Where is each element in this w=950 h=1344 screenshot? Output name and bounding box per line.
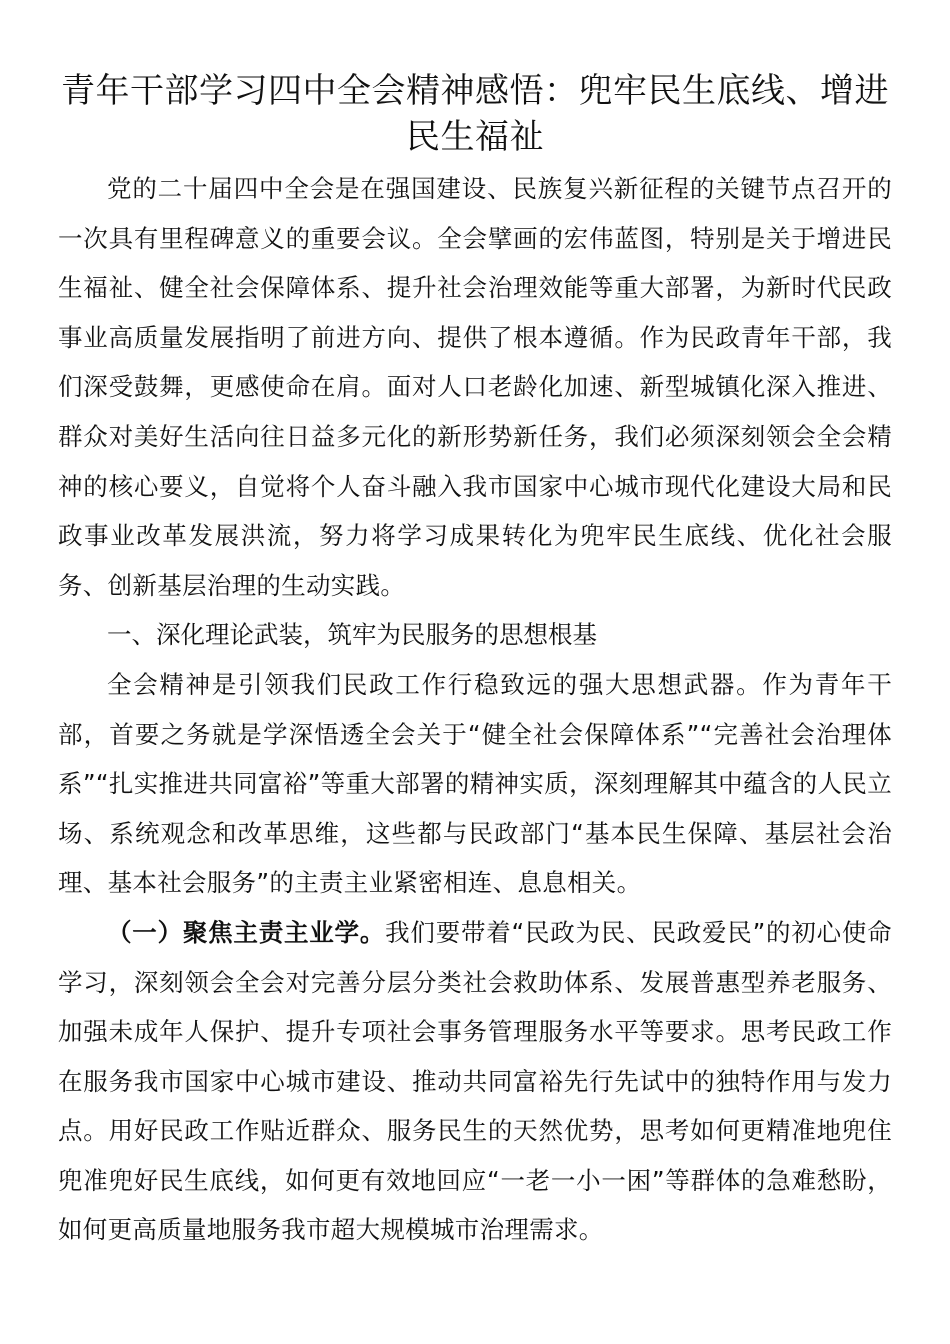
intro-paragraph: 党的二十届四中全会是在强国建设、民族复兴新征程的关键节点召开的一次具有里程碑意义的重要会议。全会擘画的宏伟蓝图，特别是关于增进民生福祉、健全社会保障体系、提升社会治理效能等重大部署，为新时代民政事业高质量发展指明了前进方向、提供了根本遵循。作为民政青年干部，我们深受鼓舞，更感使命在肩。面对人口老龄化加速、新型城镇化深入推进、群众对美好生活向往日益多元化的新形势新任务，我们必须深刻领会全会精神的核心要义，自觉将个人奋斗融入我市国家中心城市现代化建设大局和民政事业改革发展洪流，努力将学习成果转化为兜牢民生底线、优化社会服务、创新基层治理的生动实践。: [58, 174, 892, 600]
document-body: [58, 164, 892, 1255]
section-heading-1: 一、深化理论武装，筑牢为民服务的思想根基: [107, 620, 597, 650]
section-1-paragraph: 全会精神是引领我们民政工作行稳致远的强大思想武器。作为青年干部，首要之务就是学深悟透全会关于“健全社会保障体系”“完善社会治理体系”“扎实推进共同富裕”等重大部署的精神实质，深刻理解其中蕴含的人民立场、系统观念和改革思维，这些都与民政部门“基本民生保障、基层社会治理、基本社会服务”的主责主业紧密相连、息息相关。: [58, 669, 892, 898]
subsection-1-text: 我们要带着“民政为民、民政爱民”的初心使命学习，深刻领会全会对完善分层分类社会救助体系、发展普惠型养老服务、加强未成年人保护、提升专项社会事务管理服务水平等要求。思考民政工作在服务我市国家中心城市建设、推动共同富裕先行先试中的独特作用与发力点。用好民政工作贴近群众、服务民生的天然优势，思考如何更精准地兜住兜准兜好民生底线，如何更有效地回应“一老一小一困”等群体的急难愁盼，如何更高质量地服务我市超大规模城市治理需求。: [58, 917, 892, 1245]
subsection-1-paragraph: [58, 908, 892, 1255]
subsection-1-lead: （一）聚焦主责主业学。: [107, 917, 386, 947]
document-title: 青年干部学习四中全会精神感悟：兜牢民生底线、增进民生福祉: [61, 71, 889, 157]
